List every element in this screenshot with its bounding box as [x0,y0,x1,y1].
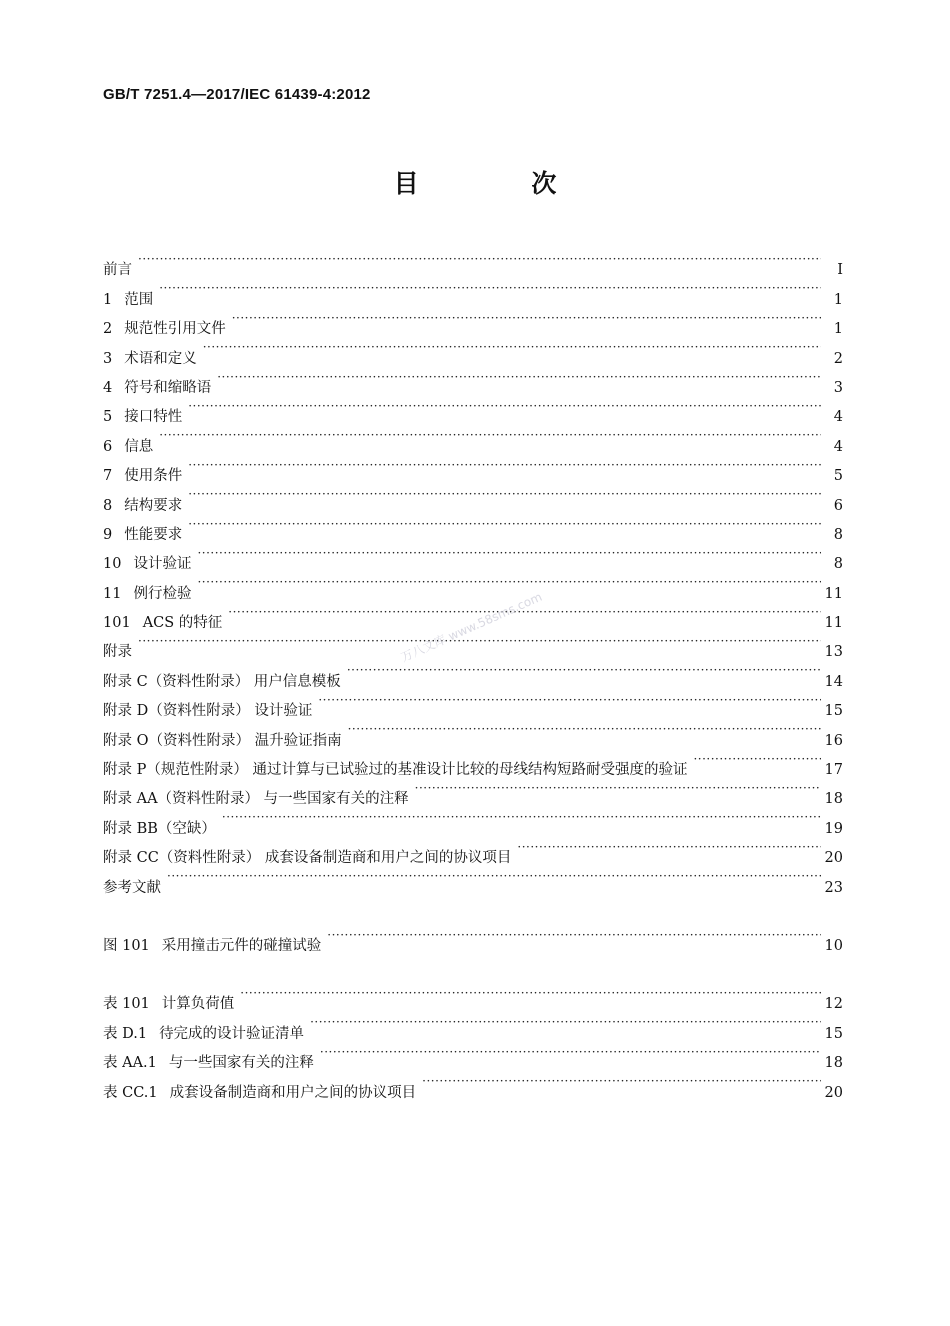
toc-entry-label: 附录 O（资料性附录） 温升验证指南 [103,732,342,749]
toc-leader-dots [415,774,821,803]
toc-entry-label: 接口特性 [124,409,183,426]
toc-entry-number: 11 [103,585,122,602]
toc-entry-label: 范围 [124,291,154,308]
toc-entry-label: 附录 BB（空缺） [103,820,216,837]
toc-entry-construction[interactable] [103,480,843,514]
toc-entry-number: 表 CC.1 [103,1084,158,1101]
toc-tables-section [103,979,843,1101]
toc-title: 目 次 [393,169,609,198]
toc-entry-page: 10 [824,937,843,954]
toc-entry-page: I [837,262,843,279]
toc-entry-label: 成套设备制造商和用户之间的协议项目 [169,1084,417,1101]
toc-entry-number: 6 [103,438,113,455]
toc-leader-dots [348,715,821,744]
toc-leader-dots [188,451,821,480]
toc-leader-dots [167,862,821,891]
toc-entry-page: 18 [824,1055,843,1072]
toc-entry-label: 附录 [103,644,132,661]
toc-entry-page: 15 [824,703,843,720]
toc-entry-page: 11 [824,585,843,602]
toc-entry-number: 4 [103,379,113,396]
toc-leader-dots [310,1008,820,1037]
toc-figures-section [103,921,843,954]
toc-leader-dots [320,1038,821,1067]
toc-leader-dots [327,921,820,950]
table-of-contents [103,245,843,1101]
toc-entry-label: 附录 AA（资料性附录） 与一些国家有关的注释 [103,791,409,808]
toc-leader-dots [188,510,821,539]
toc-entry-scope[interactable] [103,274,843,308]
toc-leader-dots [240,979,820,1008]
toc-entry-label: 附录 D（资料性附录） 设计验证 [103,703,313,720]
toc-entry-label: 采用撞击元件的碰撞试验 [161,937,322,954]
toc-entry-page: 17 [824,762,843,779]
toc-entry-number: 2 [103,321,113,338]
toc-entry-symbols[interactable] [103,363,843,396]
toc-entry-page: 12 [824,996,843,1013]
standard-code-header: GB/T 7251.4—2017/IEC 61439-4:2012 [103,86,371,103]
toc-entry-label: 前言 [103,262,132,279]
toc-entry-label: 附录 CC（资料性附录） 成套设备制造商和用户之间的协议项目 [103,850,512,867]
toc-entry-page: 15 [824,1025,843,1042]
toc-entry-label: 设计验证 [133,556,192,573]
toc-entry-service-conditions[interactable] [103,451,843,485]
toc-leader-dots [138,245,821,274]
toc-entry-page: 4 [833,409,843,426]
toc-entry-page: 1 [833,321,843,338]
toc-entry-label: 术语和定义 [124,350,197,367]
toc-entry-page: 1 [833,291,843,308]
toc-entry-label: 待完成的设计验证清单 [159,1025,305,1042]
toc-leader-dots [159,274,821,303]
toc-entry-page: 18 [824,791,843,808]
toc-entry-label: 性能要求 [124,526,183,543]
toc-entry-number: 表 D.1 [103,1025,148,1042]
toc-leader-dots [517,833,820,862]
toc-entry-label: 信息 [124,438,154,455]
toc-entry-number: 图 101 [103,937,150,954]
toc-leader-dots [197,568,820,597]
toc-entry-page: 13 [824,644,843,661]
toc-leader-dots [232,304,821,333]
toc-entry-number: 9 [103,526,113,543]
toc-main-section [103,245,843,896]
toc-entry-information[interactable] [103,421,843,455]
toc-leader-dots [203,333,821,362]
toc-entry-design-verification[interactable] [103,539,843,573]
toc-entry-label: 例行检验 [133,585,192,602]
toc-leader-dots [693,745,820,774]
toc-entry-number: 101 [103,615,131,632]
toc-entry-page: 6 [833,497,843,514]
watermark-text: 万八文库 www.58sms.com [398,589,545,665]
toc-entry-page: 16 [824,732,843,749]
toc-entry-page: 3 [833,379,843,396]
toc-entry-page: 14 [824,673,843,690]
toc-entry-number: 10 [103,556,122,573]
toc-leader-dots [159,421,821,450]
toc-entry-page: 20 [824,850,843,867]
toc-entry-page: 4 [833,438,843,455]
toc-entry-label: 计算负荷值 [161,996,235,1013]
toc-entry-bibliography[interactable] [103,862,843,896]
toc-leader-dots [347,656,821,685]
toc-entry-page: 11 [824,615,843,632]
toc-entry-performance[interactable] [103,510,843,543]
toc-entry-preface[interactable] [103,245,843,279]
toc-entry-routine-verification[interactable] [103,568,843,602]
toc-leader-dots [197,539,821,568]
toc-entry-label: 与一些国家有关的注释 [168,1055,314,1072]
toc-entry-label: 附录 C（资料性附录） 用户信息模板 [103,673,341,690]
toc-entry-number: 7 [103,468,113,485]
toc-leader-dots [217,363,821,392]
toc-entry-number: 5 [103,409,113,426]
toc-entry-page: 19 [824,820,843,837]
toc-entry-label: 参考文献 [103,879,161,896]
toc-entry-page: 8 [833,556,843,573]
toc-entry-number: 表 101 [103,996,150,1013]
toc-entry-label: 使用条件 [124,468,183,485]
toc-entry-label: 符号和缩略语 [124,379,212,396]
toc-entry-normative-references[interactable] [103,304,843,338]
toc-leader-dots [188,480,821,509]
toc-leader-dots [222,803,821,832]
toc-entry-label: 结构要求 [124,497,183,514]
toc-entry-terms[interactable] [103,333,843,367]
toc-entry-page: 23 [824,879,843,896]
toc-leader-dots [422,1067,820,1096]
toc-entry-label: 规范性引用文件 [124,321,226,338]
toc-entry-label: ACS 的特征 [142,615,223,632]
toc-entry-page: 8 [833,526,843,543]
toc-entry-page: 20 [824,1084,843,1101]
toc-entry-interface[interactable] [103,392,843,426]
toc-leader-dots [318,686,820,715]
toc-entry-figure-101[interactable] [103,921,843,954]
toc-entry-number: 8 [103,497,113,514]
toc-entry-number: 3 [103,350,113,367]
toc-entry-number: 表 AA.1 [103,1055,157,1072]
toc-leader-dots [188,392,821,421]
toc-entry-number: 1 [103,291,113,308]
toc-entry-annex-c[interactable] [103,656,843,690]
toc-entry-page: 2 [833,350,843,367]
toc-entry-page: 5 [833,468,843,485]
toc-entry-table-101[interactable] [103,979,843,1013]
toc-entry-label: 附录 P（规范性附录） 通过计算与已试验过的基准设计比较的母线结构短路耐受强度的验证 [103,762,688,779]
